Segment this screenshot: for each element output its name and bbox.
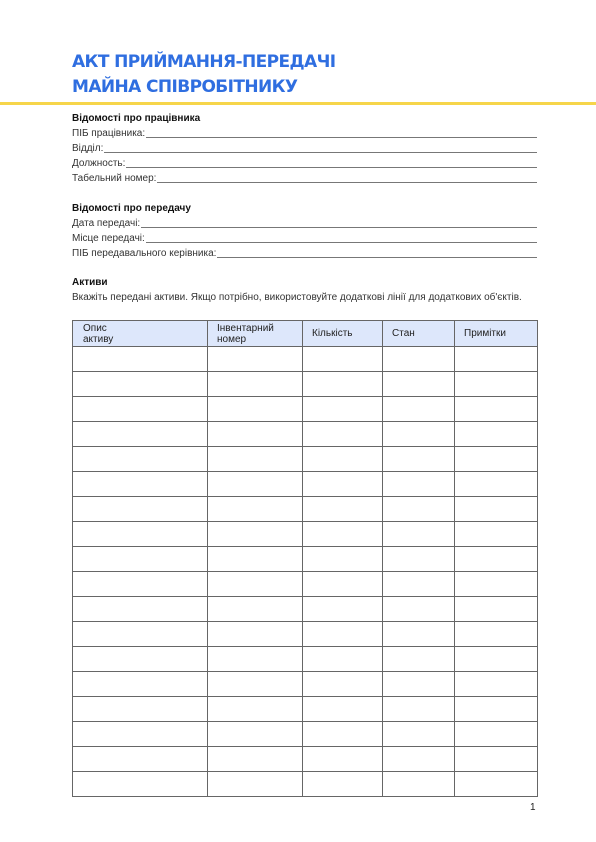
cell-inventory-number[interactable]	[208, 647, 303, 672]
cell-description[interactable]	[73, 772, 208, 797]
cell-description[interactable]	[73, 697, 208, 722]
table-row	[73, 672, 538, 697]
cell-quantity[interactable]	[303, 597, 383, 622]
transfer-date-label: Дата передачі:	[72, 218, 141, 229]
cell-quantity[interactable]	[303, 447, 383, 472]
cell-quantity[interactable]	[303, 672, 383, 697]
table-row	[73, 722, 538, 747]
cell-inventory-number[interactable]	[208, 522, 303, 547]
position-line[interactable]	[126, 158, 537, 168]
column-header-notes: Примітки	[455, 321, 538, 347]
cell-description[interactable]	[73, 347, 208, 372]
cell-notes[interactable]	[455, 397, 538, 422]
cell-inventory-number[interactable]	[208, 572, 303, 597]
cell-notes[interactable]	[455, 572, 538, 597]
cell-quantity[interactable]	[303, 547, 383, 572]
cell-quantity[interactable]	[303, 697, 383, 722]
cell-inventory-number[interactable]	[208, 622, 303, 647]
cell-quantity[interactable]	[303, 397, 383, 422]
transfer-place-field[interactable]	[72, 231, 537, 244]
cell-description[interactable]	[73, 397, 208, 422]
personnel-number-line[interactable]	[157, 173, 537, 183]
cell-notes[interactable]	[455, 647, 538, 672]
personnel-number-label: Табельний номер:	[72, 173, 157, 184]
cell-condition[interactable]	[383, 597, 455, 622]
table-row	[73, 497, 538, 522]
cell-notes[interactable]	[455, 722, 538, 747]
cell-inventory-number[interactable]	[208, 597, 303, 622]
cell-inventory-number[interactable]	[208, 397, 303, 422]
cell-notes[interactable]	[455, 422, 538, 447]
cell-condition[interactable]	[383, 397, 455, 422]
title-line-1: АКТ ПРИЙМАННЯ-ПЕРЕДАЧІ	[72, 52, 336, 72]
employee-name-field[interactable]	[72, 126, 537, 139]
table-row	[73, 547, 538, 572]
column-header-inventory-number: Інвентарний номер	[208, 321, 303, 347]
cell-inventory-number[interactable]	[208, 672, 303, 697]
column-header-description: Опис активу	[73, 321, 208, 347]
assets-section-heading: Активи	[72, 277, 108, 288]
cell-quantity[interactable]	[303, 472, 383, 497]
transfer-place-line[interactable]	[146, 233, 537, 243]
transferring-manager-field[interactable]	[72, 246, 537, 259]
cell-inventory-number[interactable]	[208, 472, 303, 497]
cell-condition[interactable]	[383, 672, 455, 697]
cell-inventory-number[interactable]	[208, 547, 303, 572]
cell-inventory-number[interactable]	[208, 747, 303, 772]
cell-notes[interactable]	[455, 472, 538, 497]
cell-description[interactable]	[73, 522, 208, 547]
cell-description[interactable]	[73, 372, 208, 397]
cell-condition[interactable]	[383, 422, 455, 447]
cell-description[interactable]	[73, 597, 208, 622]
cell-quantity[interactable]	[303, 647, 383, 672]
title-line-2: МАЙНА СПІВРОБІТНИКУ	[72, 77, 298, 97]
cell-inventory-number[interactable]	[208, 722, 303, 747]
cell-quantity[interactable]	[303, 372, 383, 397]
employee-name-line[interactable]	[146, 128, 537, 138]
cell-quantity[interactable]	[303, 422, 383, 447]
transferring-manager-label: ПІБ передавального керівника:	[72, 248, 217, 259]
transfer-date-line[interactable]	[141, 218, 537, 228]
table-row	[73, 622, 538, 647]
transfer-place-label: Місце передачі:	[72, 233, 145, 244]
cell-quantity[interactable]	[303, 747, 383, 772]
cell-description[interactable]	[73, 472, 208, 497]
cell-condition[interactable]	[383, 447, 455, 472]
table-row	[73, 347, 538, 372]
cell-inventory-number[interactable]	[208, 697, 303, 722]
cell-quantity[interactable]	[303, 522, 383, 547]
title-underline-rule	[0, 102, 596, 105]
table-row	[73, 522, 538, 547]
cell-condition[interactable]	[383, 697, 455, 722]
cell-condition[interactable]	[383, 772, 455, 797]
cell-inventory-number[interactable]	[208, 772, 303, 797]
department-line[interactable]	[104, 143, 537, 153]
table-row	[73, 447, 538, 472]
cell-inventory-number[interactable]	[208, 422, 303, 447]
cell-inventory-number[interactable]	[208, 497, 303, 522]
cell-notes[interactable]	[455, 522, 538, 547]
cell-condition[interactable]	[383, 372, 455, 397]
cell-description[interactable]	[73, 422, 208, 447]
cell-notes[interactable]	[455, 597, 538, 622]
cell-condition[interactable]	[383, 722, 455, 747]
cell-notes[interactable]	[455, 772, 538, 797]
cell-description[interactable]	[73, 622, 208, 647]
employee-name-label: ПІБ працівника:	[72, 128, 146, 139]
cell-condition[interactable]	[383, 497, 455, 522]
page-number: 1	[530, 802, 536, 813]
cell-inventory-number[interactable]	[208, 372, 303, 397]
cell-description[interactable]	[73, 722, 208, 747]
column-header-condition: Стан	[383, 321, 455, 347]
table-row	[73, 772, 538, 797]
cell-notes[interactable]	[455, 697, 538, 722]
transferring-manager-line[interactable]	[217, 248, 537, 258]
cell-notes[interactable]	[455, 447, 538, 472]
table-row	[73, 422, 538, 447]
cell-description[interactable]	[73, 497, 208, 522]
table-row	[73, 647, 538, 672]
cell-condition[interactable]	[383, 522, 455, 547]
cell-condition[interactable]	[383, 647, 455, 672]
cell-inventory-number[interactable]	[208, 447, 303, 472]
cell-condition[interactable]	[383, 347, 455, 372]
cell-quantity[interactable]	[303, 572, 383, 597]
employee-section-heading: Відомості про працівника	[72, 113, 201, 124]
table-row	[73, 747, 538, 772]
cell-description[interactable]	[73, 572, 208, 597]
assets-table	[72, 320, 538, 797]
column-header-quantity: Кількість	[303, 321, 383, 347]
cell-description[interactable]	[73, 447, 208, 472]
cell-inventory-number[interactable]	[208, 347, 303, 372]
assets-table-header-row	[73, 321, 538, 347]
cell-quantity[interactable]	[303, 772, 383, 797]
table-row	[73, 572, 538, 597]
table-row	[73, 697, 538, 722]
table-row	[73, 597, 538, 622]
personnel-number-field[interactable]	[72, 171, 537, 184]
department-label: Відділ:	[72, 143, 104, 154]
cell-condition[interactable]	[383, 472, 455, 497]
table-row	[73, 372, 538, 397]
cell-quantity[interactable]	[303, 347, 383, 372]
position-label: Должность:	[72, 158, 126, 169]
cell-description[interactable]	[73, 647, 208, 672]
cell-quantity[interactable]	[303, 622, 383, 647]
cell-description[interactable]	[73, 547, 208, 572]
transfer-section-heading: Відомості про передачу	[72, 203, 191, 214]
cell-condition[interactable]	[383, 572, 455, 597]
assets-table-body	[73, 347, 538, 797]
cell-description[interactable]	[73, 672, 208, 697]
cell-notes[interactable]	[455, 672, 538, 697]
cell-notes[interactable]	[455, 497, 538, 522]
cell-description[interactable]	[73, 747, 208, 772]
cell-condition[interactable]	[383, 747, 455, 772]
cell-notes[interactable]	[455, 547, 538, 572]
department-field[interactable]	[72, 141, 537, 154]
cell-notes[interactable]	[455, 747, 538, 772]
document-title	[72, 50, 335, 100]
cell-notes[interactable]	[455, 622, 538, 647]
assets-instructions: Вкажіть передані активи. Якщо потрібно, використовуйте додаткові лінії для додаткових об'єктів.	[72, 292, 522, 303]
cell-quantity[interactable]	[303, 722, 383, 747]
table-row	[73, 397, 538, 422]
cell-condition[interactable]	[383, 622, 455, 647]
transfer-date-field[interactable]	[72, 216, 537, 229]
position-field[interactable]	[72, 156, 537, 169]
cell-notes[interactable]	[455, 372, 538, 397]
cell-condition[interactable]	[383, 547, 455, 572]
cell-quantity[interactable]	[303, 497, 383, 522]
cell-notes[interactable]	[455, 347, 538, 372]
table-row	[73, 472, 538, 497]
